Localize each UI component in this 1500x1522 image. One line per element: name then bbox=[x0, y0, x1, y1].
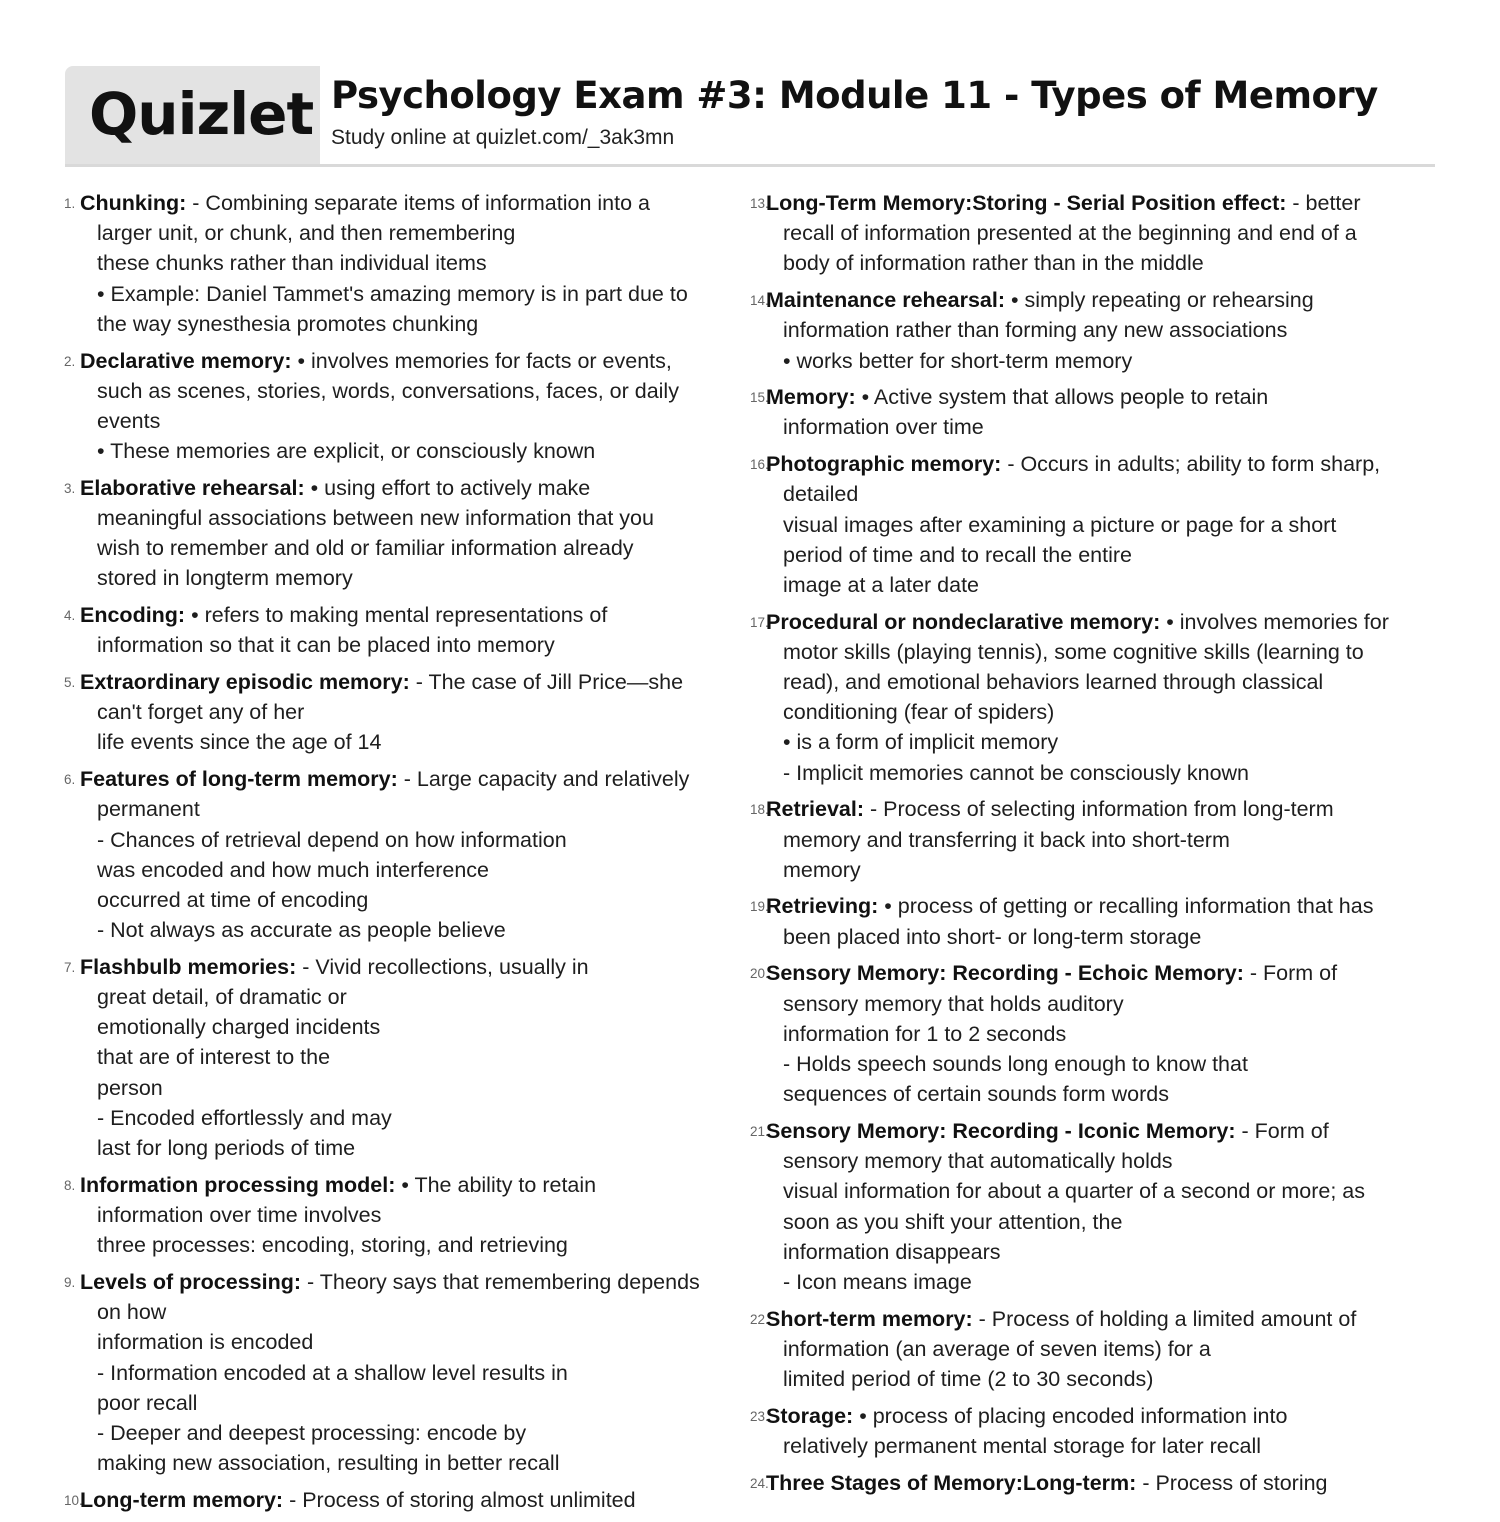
entry-number: 22. bbox=[750, 1311, 769, 1327]
entry-first-line bbox=[766, 1304, 1428, 1334]
entry-first-line bbox=[766, 449, 1428, 479]
flashcard-entry bbox=[748, 958, 1428, 1109]
flashcard-entry bbox=[62, 188, 722, 339]
page-title: Psychology Exam #3: Module 11 - Types of Memory bbox=[331, 74, 1378, 117]
entry-first-line bbox=[80, 764, 722, 794]
definition-line: events bbox=[97, 408, 161, 433]
entry-first-line bbox=[80, 952, 722, 982]
definition-line: such as scenes, stories, words, conversations, faces, or daily bbox=[97, 378, 679, 403]
definition-line: can't forget any of her bbox=[97, 700, 305, 725]
entry-definition: - Combining separate items of information into a bbox=[192, 191, 650, 215]
definition-line: - Chances of retrieval depend on how information bbox=[97, 827, 567, 852]
flashcard-entry bbox=[62, 764, 722, 945]
quizlet-logo bbox=[65, 66, 320, 164]
definition-line: information for 1 to 2 seconds bbox=[783, 1021, 1067, 1046]
entry-number: 15. bbox=[750, 390, 769, 406]
entry-definition: - Large capacity and relatively bbox=[403, 767, 690, 792]
definition-line: person bbox=[97, 1075, 163, 1100]
definition-line: was encoded and how much interference bbox=[97, 857, 490, 882]
entry-term: Extraordinary episodic memory: bbox=[80, 670, 410, 695]
page-subtitle: Study online at quizlet.com/_3ak3mn bbox=[331, 126, 675, 149]
entry-term: Photographic memory: bbox=[766, 452, 1002, 477]
definition-line: poor recall bbox=[97, 1390, 198, 1415]
flashcard-entry bbox=[748, 1468, 1428, 1498]
entry-number: 18. bbox=[750, 802, 769, 818]
definition-line: these chunks rather than individual items bbox=[97, 251, 487, 276]
definition-line: soon as you shift your attention, the bbox=[783, 1209, 1123, 1234]
definition-line: - Information encoded at a shallow level results in bbox=[97, 1360, 568, 1385]
entry-first-line bbox=[80, 473, 722, 503]
entry-definition: - Occurs in adults; ability to form sharp, bbox=[1007, 452, 1381, 477]
definition-line: read), and emotional behaviors learned through classical bbox=[783, 670, 1324, 695]
entry-term: Retrieving: bbox=[766, 894, 879, 919]
definition-line: motor skills (playing tennis), some cognitive skills (learning to bbox=[783, 639, 1364, 664]
right-column bbox=[748, 188, 1428, 1504]
flashcard-entry bbox=[748, 1401, 1428, 1461]
entry-definition: - better bbox=[1292, 191, 1361, 215]
definition-line: information over time bbox=[783, 415, 984, 440]
entry-first-line bbox=[766, 891, 1428, 921]
entry-first-line bbox=[766, 285, 1428, 315]
flashcard-entry bbox=[748, 891, 1428, 951]
entry-first-line bbox=[80, 346, 722, 376]
definition-line: - Holds speech sounds long enough to know that bbox=[783, 1051, 1248, 1076]
entry-first-line bbox=[80, 667, 722, 697]
definition-line: body of information rather than in the middle bbox=[783, 251, 1204, 276]
entry-number: 3. bbox=[64, 480, 76, 496]
flashcard-entry bbox=[748, 1116, 1428, 1297]
flashcard-entry bbox=[748, 1304, 1428, 1395]
definition-line: memory bbox=[783, 857, 861, 882]
flashcard-entry bbox=[748, 285, 1428, 376]
definition-line: been placed into short- or long-term storage bbox=[783, 924, 1202, 949]
flashcard-entry bbox=[62, 667, 722, 758]
definition-line: - Implicit memories cannot be consciously known bbox=[783, 760, 1250, 785]
entry-number: 13. bbox=[750, 196, 769, 211]
flashcard-entry bbox=[62, 1267, 722, 1478]
entry-term: Three Stages of Memory:Long-term: bbox=[766, 1470, 1137, 1495]
entry-term: Storage: bbox=[766, 1403, 854, 1428]
definition-line: recall of information presented at the beginning and end of a bbox=[783, 221, 1357, 246]
flashcard-entry bbox=[748, 449, 1428, 600]
entry-number: 20. bbox=[750, 966, 769, 982]
entry-term: Flashbulb memories: bbox=[80, 954, 297, 979]
entry-first-line bbox=[80, 1267, 722, 1297]
entry-definition: - The case of Jill Price—she bbox=[415, 670, 684, 695]
flashcard-entry bbox=[748, 382, 1428, 442]
entry-number: 21. bbox=[750, 1123, 769, 1139]
entry-first-line bbox=[766, 607, 1428, 637]
entry-number: 1. bbox=[64, 196, 76, 211]
entry-first-line bbox=[766, 1468, 1428, 1498]
definition-line: - Icon means image bbox=[783, 1269, 972, 1294]
entry-first-line bbox=[766, 382, 1428, 412]
entry-definition: - Vivid recollections, usually in bbox=[302, 954, 589, 979]
definition-line: detailed bbox=[783, 482, 859, 507]
definition-line: emotionally charged incidents bbox=[97, 1015, 381, 1040]
entry-first-line bbox=[80, 188, 722, 218]
logo-text: Quizlet bbox=[89, 80, 314, 148]
definition-line: on how bbox=[97, 1300, 167, 1325]
flashcard-entry bbox=[748, 188, 1428, 279]
entry-term: Memory: bbox=[766, 385, 856, 410]
entry-definition: - Process of selecting information from long-term bbox=[869, 797, 1334, 822]
entry-term: Sensory Memory: Recording - Echoic Memory: bbox=[766, 961, 1244, 986]
entry-first-line bbox=[766, 188, 1428, 218]
entry-term: Encoding: bbox=[80, 603, 186, 628]
definition-line: permanent bbox=[97, 797, 200, 822]
entry-number: 4. bbox=[64, 608, 76, 624]
entry-number: 19. bbox=[750, 899, 769, 915]
entry-term: Levels of processing: bbox=[80, 1269, 302, 1294]
flashcard-entry bbox=[748, 607, 1428, 788]
definition-line: meaningful associations between new information that you bbox=[97, 506, 654, 531]
definition-line: larger unit, or chunk, and then remembering bbox=[97, 221, 516, 246]
definition-line: wish to remember and old or familiar information already bbox=[97, 536, 634, 561]
definition-line: conditioning (fear of spiders) bbox=[783, 700, 1055, 725]
definition-line: period of time and to recall the entire bbox=[783, 542, 1132, 567]
definition-line: • These memories are explicit, or consciously known bbox=[97, 439, 596, 464]
entry-definition: - Form of bbox=[1249, 961, 1338, 986]
entry-term: Information processing model: bbox=[80, 1172, 396, 1197]
definition-line: sensory memory that automatically holds bbox=[783, 1149, 1173, 1174]
entry-definition: • The ability to retain bbox=[401, 1172, 597, 1197]
flashcard-entry bbox=[62, 473, 722, 594]
definition-line: memory and transferring it back into short-term bbox=[783, 827, 1230, 852]
entry-definition: • process of placing encoded information into bbox=[859, 1403, 1288, 1428]
entry-term: Retrieval: bbox=[766, 797, 864, 822]
entry-definition: • using effort to actively make bbox=[310, 475, 591, 500]
entry-definition: • simply repeating or rehearsing bbox=[1010, 288, 1314, 313]
entry-number: 7. bbox=[64, 959, 76, 975]
definition-line: - Encoded effortlessly and may bbox=[97, 1105, 392, 1130]
definition-line: making new association, resulting in better recall bbox=[97, 1451, 560, 1476]
entry-number: 8. bbox=[64, 1177, 76, 1193]
entry-first-line bbox=[766, 1116, 1428, 1146]
left-column bbox=[62, 188, 722, 1522]
entry-number: 5. bbox=[64, 675, 76, 691]
definition-line: sensory memory that holds auditory bbox=[783, 991, 1124, 1016]
entry-number: 9. bbox=[64, 1274, 76, 1290]
definition-line: sequences of certain sounds form words bbox=[783, 1082, 1170, 1107]
definition-line: • is a form of implicit memory bbox=[783, 730, 1059, 755]
entry-definition: • process of getting or recalling information that has bbox=[884, 894, 1374, 919]
definition-line: • Example: Daniel Tammet's amazing memory is in part due to bbox=[97, 281, 688, 306]
definition-line: that are of interest to the bbox=[97, 1045, 331, 1070]
entry-first-line bbox=[766, 794, 1428, 824]
entry-term: Chunking: bbox=[80, 191, 187, 215]
entry-first-line bbox=[80, 1170, 722, 1200]
entry-definition: - Process of storing bbox=[1142, 1470, 1328, 1495]
entry-number: 16. bbox=[750, 457, 769, 473]
entry-definition: - Form of bbox=[1241, 1118, 1329, 1143]
definition-line: great detail, of dramatic or bbox=[97, 985, 347, 1010]
entry-number: 17. bbox=[750, 614, 769, 630]
definition-line: information disappears bbox=[783, 1239, 1001, 1264]
flashcard-entry bbox=[62, 952, 722, 1163]
entry-definition: - Process of storing almost unlimited bbox=[289, 1487, 636, 1512]
definition-line: last for long periods of time bbox=[97, 1136, 356, 1161]
definition-line: life events since the age of 14 bbox=[97, 730, 382, 755]
entry-term: Maintenance rehearsal: bbox=[766, 288, 1005, 313]
entry-term: Short-term memory: bbox=[766, 1306, 973, 1331]
definition-line: - Deeper and deepest processing: encode by bbox=[97, 1420, 527, 1445]
definition-line: visual information for about a quarter of a second or more; as bbox=[783, 1179, 1366, 1204]
entry-definition: - Theory says that remembering depends bbox=[307, 1269, 700, 1294]
definition-line: stored in longterm memory bbox=[97, 566, 353, 591]
flashcard-entry bbox=[748, 794, 1428, 885]
entry-term: Long-term memory: bbox=[80, 1487, 284, 1512]
entry-first-line bbox=[80, 600, 722, 630]
definition-line: visual images after examining a picture or page for a short bbox=[783, 512, 1337, 537]
definition-line: information is encoded bbox=[97, 1330, 314, 1355]
definition-line: information so that it can be placed into memory bbox=[97, 633, 555, 658]
definition-line: occurred at time of encoding bbox=[97, 887, 369, 912]
definition-line: three processes: encoding, storing, and retrieving bbox=[97, 1233, 568, 1258]
entry-term: Features of long-term memory: bbox=[80, 767, 398, 792]
entry-definition: • refers to making mental representations of bbox=[191, 603, 608, 628]
entry-term: Long-Term Memory:Storing - Serial Position effect: bbox=[766, 191, 1287, 215]
definition-line: - Not always as accurate as people believe bbox=[97, 918, 506, 943]
entry-number: 2. bbox=[64, 353, 76, 369]
entry-definition: • involves memories for bbox=[1166, 609, 1389, 634]
entry-term: Sensory Memory: Recording - Iconic Memory: bbox=[766, 1118, 1236, 1143]
flashcard-entry bbox=[62, 346, 722, 467]
entry-number: 24. bbox=[750, 1475, 769, 1491]
definition-line: • works better for short-term memory bbox=[783, 348, 1133, 373]
flashcard-entry bbox=[62, 600, 722, 660]
entry-number: 23. bbox=[750, 1408, 769, 1424]
page-header bbox=[65, 66, 1435, 167]
entry-number: 10. bbox=[64, 1492, 83, 1508]
definition-line: image at a later date bbox=[783, 572, 980, 597]
entry-term: Procedural or nondeclarative memory: bbox=[766, 609, 1161, 634]
entry-definition: - Process of holding a limited amount of bbox=[978, 1306, 1357, 1331]
entry-term: Elaborative rehearsal: bbox=[80, 475, 305, 500]
definition-line: the way synesthesia promotes chunking bbox=[97, 311, 479, 336]
entry-definition: • Active system that allows people to retain bbox=[861, 385, 1269, 410]
entry-term: Declarative memory: bbox=[80, 348, 292, 373]
entry-first-line bbox=[766, 958, 1428, 988]
definition-line: limited period of time (2 to 30 seconds) bbox=[783, 1367, 1154, 1392]
entry-first-line bbox=[766, 1401, 1428, 1431]
flashcard-entry bbox=[62, 1170, 722, 1261]
entry-number: 14. bbox=[750, 293, 769, 309]
definition-line: information over time involves bbox=[97, 1203, 382, 1227]
definition-line: relatively permanent mental storage for later recall bbox=[783, 1433, 1261, 1458]
definition-line: information (an average of seven items) for a bbox=[783, 1336, 1211, 1361]
definition-line: information rather than forming any new associations bbox=[783, 318, 1288, 343]
entry-definition: • involves memories for facts or events, bbox=[297, 348, 672, 373]
entry-number: 6. bbox=[64, 772, 76, 788]
